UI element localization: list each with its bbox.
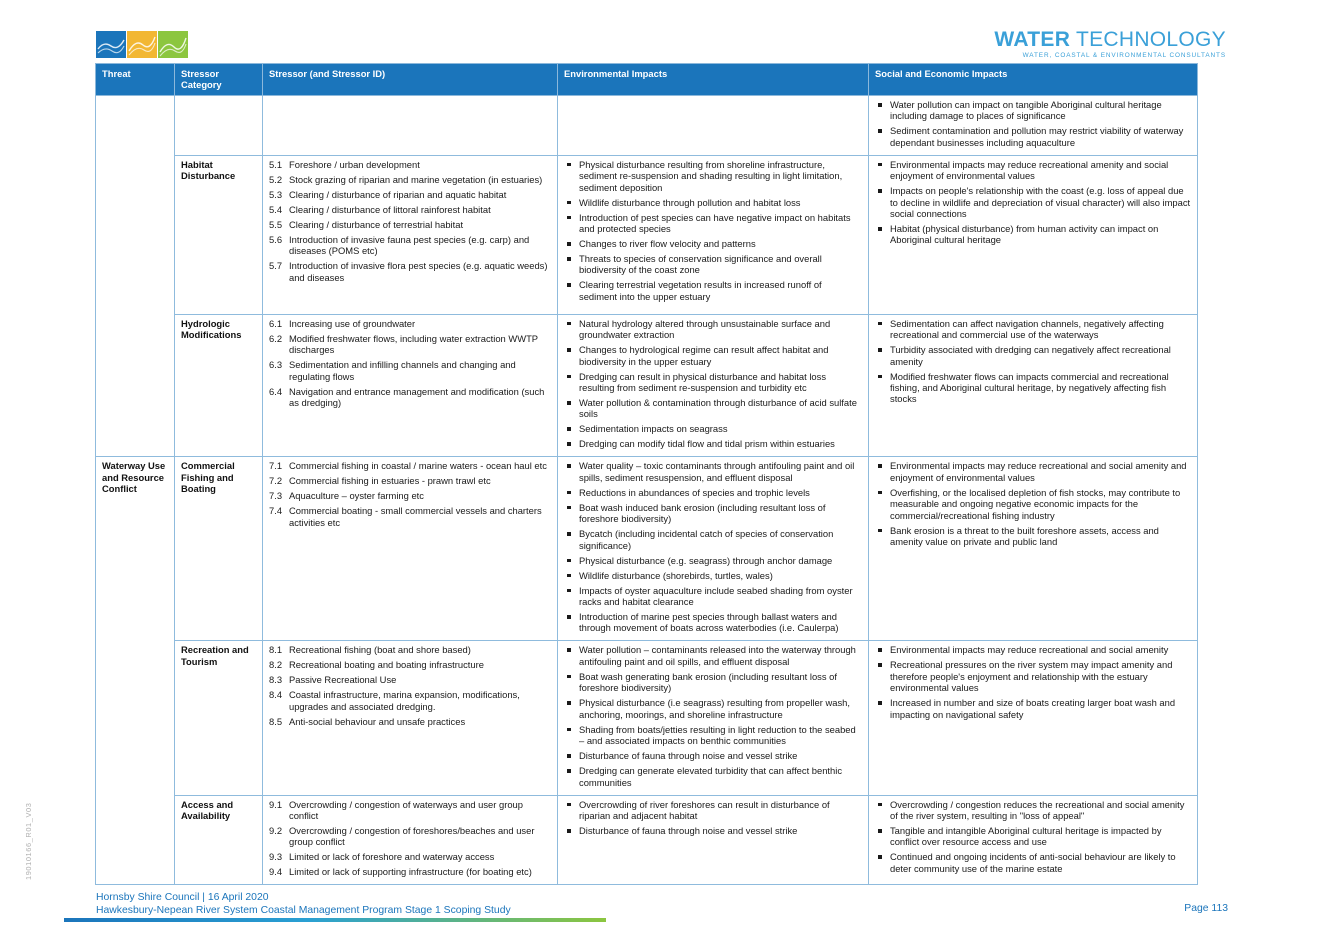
social-economic-impacts-cell [869, 155, 1198, 314]
stressor-item [269, 659, 551, 670]
brand-tagline: WATER, COASTAL & ENVIRONMENTAL CONSULTANTS [1022, 52, 1226, 59]
brand-wordmark [994, 29, 1226, 59]
environmental-impacts-cell [558, 795, 869, 885]
stressor-id: 9.4 [269, 866, 283, 878]
environmental-impact-list [564, 318, 862, 450]
stressor-id: 5.1 [269, 158, 283, 170]
stressor-cell [263, 155, 558, 314]
social-impact-item: Increased in number and size of boats creating larger boat wash and impacting on navigational safety [875, 697, 1191, 720]
environmental-impact-item: Boat wash generating bank erosion (including resultant loss of foreshore biodiversity) [564, 671, 862, 694]
stressor-item [269, 174, 551, 185]
threat-cell [96, 96, 175, 457]
environmental-impacts-cell [558, 314, 869, 457]
water-technology-logo-mark [96, 31, 188, 58]
stressor-text: Introduction of invasive fauna pest species (e.g. carp) and diseases (POMS etc) [289, 233, 530, 257]
stressor-id: 6.3 [269, 359, 283, 371]
stressor-item [269, 475, 551, 486]
environmental-impact-item: Physical disturbance (i.e seagrass) resulting from propeller wash, anchoring, moorings, and shoreline infrastructure [564, 697, 862, 720]
environmental-impact-item: Changes to river flow velocity and patterns [564, 238, 862, 249]
stressor-item [269, 866, 551, 877]
social-impact-item: Turbidity associated with dredging can negatively affect recreational amenity [875, 344, 1191, 367]
stressor-text: Clearing / disturbance of riparian and aquatic habitat [289, 188, 507, 200]
stressor-item [269, 386, 551, 409]
stressor-item [269, 644, 551, 655]
social-impact-item: Water pollution can impact on tangible Aboriginal cultural heritage including damage to places of significance [875, 99, 1191, 122]
environmental-impact-item: Water pollution & contamination through disturbance of acid sulfate soils [564, 397, 862, 420]
stressor-item [269, 204, 551, 215]
stressor-id: 7.2 [269, 475, 283, 487]
environmental-impact-list [564, 159, 862, 302]
social-impact-item: Recreational pressures on the river system may impact amenity and therefore people's enjoyment and relationship with the estuary environmental values [875, 659, 1191, 693]
social-impact-item: Modified freshwater flows can impacts commercial and recreational fishing, and Aboriginal cultural heritage, by negatively affecting fish stocks [875, 371, 1191, 405]
environmental-impact-item: Physical disturbance (e.g. seagrass) through anchor damage [564, 555, 862, 566]
environmental-impact-list [564, 460, 862, 633]
environmental-impact-item: Clearing terrestrial vegetation results in increased runoff of sediment into the upper estuary [564, 279, 862, 302]
column-header-environmental-impacts: Environmental Impacts [558, 64, 869, 96]
threat-stressor-table [95, 63, 1198, 885]
social-impact-list [875, 799, 1191, 875]
stressor-text: Aquaculture – oyster farming etc [289, 490, 424, 502]
environmental-impact-item: Physical disturbance resulting from shoreline infrastructure, sediment re-suspension and shading resulting in light limitation, sediment deposition [564, 159, 862, 193]
environmental-impact-item: Changes to hydrological regime can result affect habitat and biodiversity in the upper estuary [564, 344, 862, 367]
social-impact-item: Environmental impacts may reduce recreational amenity and social enjoyment of environmental values [875, 159, 1191, 182]
social-impact-item: Sedimentation can affect navigation channels, negatively affecting recreational and commercial use of the waterways [875, 318, 1191, 341]
stressor-id: 8.1 [269, 644, 283, 656]
environmental-impacts-cell [558, 96, 869, 156]
social-economic-impacts-cell [869, 96, 1198, 156]
environmental-impact-item: Natural hydrology altered through unsustainable surface and groundwater extraction [564, 318, 862, 341]
stressor-text: Clearing / disturbance of terrestrial habitat [289, 218, 464, 230]
stressor-text: Overcrowding / congestion of waterways and user group conflict [289, 798, 523, 821]
stressor-id: 5.5 [269, 218, 283, 230]
stressor-id: 9.2 [269, 824, 283, 836]
environmental-impact-item: Impacts of oyster aquaculture include seabed shading from oyster racks and habitat clearance [564, 585, 862, 608]
footer-report-title: Hawkesbury-Nepean River System Coastal Management Program Stage 1 Scoping Study [96, 905, 511, 916]
footer-client-date: Hornsby Shire Council | 16 April 2020 [96, 892, 269, 903]
stressor-category-cell: Habitat Disturbance [175, 155, 263, 314]
stressor-id: 6.1 [269, 317, 283, 329]
social-economic-impacts-cell [869, 314, 1198, 457]
environmental-impact-item: Dredging can generate elevated turbidity that can affect benthic communities [564, 765, 862, 788]
stressor-item [269, 825, 551, 848]
social-economic-impacts-cell [869, 795, 1198, 885]
environmental-impact-item: Water quality – toxic contaminants through antifouling paint and oil spills, sediment resuspension, and effluent disposal [564, 460, 862, 483]
stressor-item [269, 318, 551, 329]
social-impact-item: Bank erosion is a threat to the built foreshore assets, access and amenity value on private and public land [875, 525, 1191, 548]
environmental-impact-item: Boat wash induced bank erosion (including resultant loss of foreshore biodiversity) [564, 502, 862, 525]
environmental-impact-item: Dredging can modify tidal flow and tidal prism within estuaries [564, 438, 862, 449]
environmental-impact-item: Disturbance of fauna through noise and vessel strike [564, 750, 862, 761]
stressor-id: 8.2 [269, 659, 283, 671]
social-economic-impacts-cell [869, 641, 1198, 795]
stressor-text: Introduction of invasive flora pest species (e.g. aquatic weeds) and diseases [289, 260, 548, 283]
environmental-impact-item: Introduction of pest species can have negative impact on habitats and protected species [564, 212, 862, 235]
stressor-text: Passive Recreational Use [289, 674, 397, 686]
stressor-item [269, 716, 551, 727]
stressor-id: 5.2 [269, 173, 283, 185]
environmental-impact-item: Dredging can result in physical disturbance and habitat loss resulting from sediment re-suspension and turbidity etc [564, 371, 862, 394]
stressor-cell [263, 641, 558, 795]
table-row-continuation [96, 96, 1198, 156]
stressor-item [269, 189, 551, 200]
environmental-impact-item: Bycatch (including incidental catch of species of conservation significance) [564, 528, 862, 551]
stressor-item [269, 159, 551, 170]
stressor-id: 5.4 [269, 203, 283, 215]
social-impact-list [875, 460, 1191, 547]
stressor-text: Increasing use of groundwater [289, 317, 416, 329]
stressor-id: 8.3 [269, 674, 283, 686]
environmental-impact-item: Sedimentation impacts on seagrass [564, 423, 862, 434]
stressor-category-cell: Access and Availability [175, 795, 263, 885]
stressor-id: 5.7 [269, 260, 283, 272]
stressor-cell [263, 96, 558, 156]
stressor-id: 9.3 [269, 851, 283, 863]
table-header-row [96, 64, 1198, 96]
stressor-category-cell: Recreation and Tourism [175, 641, 263, 795]
stressor-item [269, 851, 551, 862]
environmental-impact-item: Overcrowding of river foreshores can result in disturbance of riparian and adjacent habitat [564, 799, 862, 822]
threat-cell: Waterway Use and Resource Conflict [96, 457, 175, 885]
environmental-impacts-cell [558, 457, 869, 641]
stressor-item [269, 505, 551, 528]
social-impact-item: Overfishing, or the localised depletion of fish stocks, may contribute to measurable and ongoing negative economic impacts for the commercial/recreational fishing industry [875, 487, 1191, 521]
stressor-list [269, 644, 551, 727]
column-header-stressor-category: Stressor Category [175, 64, 263, 96]
document-code: 19010166_R01_V03 [24, 802, 33, 880]
stressor-text: Modified freshwater flows, including water extraction WWTP discharges [289, 332, 538, 356]
environmental-impact-list [564, 644, 862, 787]
social-impact-item: Environmental impacts may reduce recreational and social amenity and enjoyment of environmental values [875, 460, 1191, 483]
stressor-item [269, 219, 551, 230]
stressor-id: 9.1 [269, 798, 283, 810]
stressor-id: 7.3 [269, 490, 283, 502]
table-row [96, 155, 1198, 314]
environmental-impact-item: Wildlife disturbance through pollution and habitat loss [564, 197, 862, 208]
table-row [96, 314, 1198, 457]
stressor-text: Clearing / disturbance of littoral rainforest habitat [289, 203, 491, 215]
stressor-list [269, 159, 551, 283]
environmental-impact-item: Disturbance of fauna through noise and vessel strike [564, 825, 862, 836]
stressor-text: Recreational boating and boating infrastructure [289, 659, 484, 671]
stressor-item [269, 490, 551, 501]
stressor-text: Anti-social behaviour and unsafe practices [289, 715, 466, 727]
social-impact-item: Continued and ongoing incidents of anti-social behaviour are likely to deter community use of the marine estate [875, 851, 1191, 874]
stressor-item [269, 234, 551, 257]
table-row [96, 457, 1198, 641]
social-economic-impacts-cell [869, 457, 1198, 641]
stressor-text: Commercial boating - small commercial vessels and charters activities etc [289, 505, 542, 528]
social-impact-item: Sediment contamination and pollution may restrict viability of waterway dependant businesses including aquaculture [875, 125, 1191, 148]
stressor-item [269, 689, 551, 712]
stressor-list [269, 799, 551, 878]
stressor-category-cell: Hydrologic Modifications [175, 314, 263, 457]
social-impact-list [875, 159, 1191, 246]
stressor-item [269, 674, 551, 685]
stressor-cell [263, 457, 558, 641]
stressor-item [269, 799, 551, 822]
table-row [96, 795, 1198, 885]
social-impact-item: Impacts on people's relationship with the coast (e.g. loss of appeal due to decline in wildlife and depreciation of visual character) will also impact social connections [875, 185, 1191, 219]
stressor-text: Navigation and entrance management and modification (such as dredging) [289, 385, 545, 409]
environmental-impact-list [564, 799, 862, 837]
environmental-impact-item: Wildlife disturbance (shorebirds, turtles, wales) [564, 570, 862, 581]
stressor-text: Recreational fishing (boat and shore based) [289, 644, 471, 656]
social-impact-item: Environmental impacts may reduce recreational and social amenity [875, 644, 1191, 655]
stressor-item [269, 333, 551, 356]
stressor-item [269, 359, 551, 382]
environmental-impacts-cell [558, 641, 869, 795]
stressor-cell [263, 314, 558, 457]
stressor-id: 8.4 [269, 689, 283, 701]
social-impact-list [875, 318, 1191, 405]
social-impact-list [875, 99, 1191, 148]
social-impact-list [875, 644, 1191, 720]
environmental-impact-item: Water pollution – contaminants released into the waterway through antifouling paint and oil spills, and effluent disposal [564, 644, 862, 667]
table-row [96, 641, 1198, 795]
stressor-text: Limited or lack of supporting infrastructure (for boating etc) [289, 866, 532, 878]
stressor-item [269, 460, 551, 471]
stressor-id: 6.4 [269, 385, 283, 397]
column-header-threat: Threat [96, 64, 175, 96]
stressor-text: Commercial fishing in estuaries - prawn trawl etc [289, 475, 491, 487]
stressor-id: 5.3 [269, 188, 283, 200]
social-impact-item: Overcrowding / congestion reduces the recreational and social amenity of the river system, resulting in "loss of appeal" [875, 799, 1191, 822]
environmental-impact-item: Shading from boats/jetties resulting in light reduction to the seabed – and associated impacts on benthic communities [564, 724, 862, 747]
column-header-stressor: Stressor (and Stressor ID) [263, 64, 558, 96]
stressor-id: 7.4 [269, 505, 283, 517]
stressor-cell [263, 795, 558, 885]
page-number: Page 113 [1184, 903, 1228, 914]
stressor-text: Commercial fishing in coastal / marine waters - ocean haul etc [289, 460, 547, 472]
stressor-category-cell [175, 96, 263, 156]
stressor-text: Coastal infrastructure, marina expansion, modifications, upgrades and associated dredging. [289, 689, 520, 712]
stressor-id: 5.6 [269, 233, 283, 245]
stressor-text: Limited or lack of foreshore and waterway access [289, 851, 495, 863]
stressor-item [269, 260, 551, 283]
stressor-list [269, 318, 551, 409]
stressor-text: Sedimentation and infilling channels and changing and regulating flows [289, 359, 516, 382]
column-header-social-economic-impacts: Social and Economic Impacts [869, 64, 1198, 96]
stressor-text: Foreshore / urban development [289, 158, 420, 170]
footer-rule [64, 918, 606, 922]
social-impact-item: Tangible and intangible Aboriginal cultural heritage is impacted by conflict over resource access and use [875, 825, 1191, 848]
social-impact-item: Habitat (physical disturbance) from human activity can impact on Aboriginal cultural heritage [875, 223, 1191, 246]
environmental-impact-item: Threats to species of conservation significance and overall biodiversity of the coast zone [564, 253, 862, 276]
environmental-impact-item: Reductions in abundances of species and trophic levels [564, 487, 862, 498]
stressor-text: Stock grazing of riparian and marine vegetation (in estuaries) [289, 173, 543, 185]
stressor-category-cell: Commercial Fishing and Boating [175, 457, 263, 641]
brand-name: WATER TECHNOLOGY [994, 28, 1226, 51]
stressor-text: Overcrowding / congestion of foreshores/beaches and user group conflict [289, 824, 535, 848]
environmental-impacts-cell [558, 155, 869, 314]
environmental-impact-item: Introduction of marine pest species through ballast waters and through movement of boats across waterbodies (i.e. Caulerpa) [564, 611, 862, 634]
stressor-id: 6.2 [269, 332, 283, 344]
stressor-id: 8.5 [269, 715, 283, 727]
footer-text [96, 891, 511, 917]
stressor-list [269, 460, 551, 528]
stressor-id: 7.1 [269, 460, 283, 472]
